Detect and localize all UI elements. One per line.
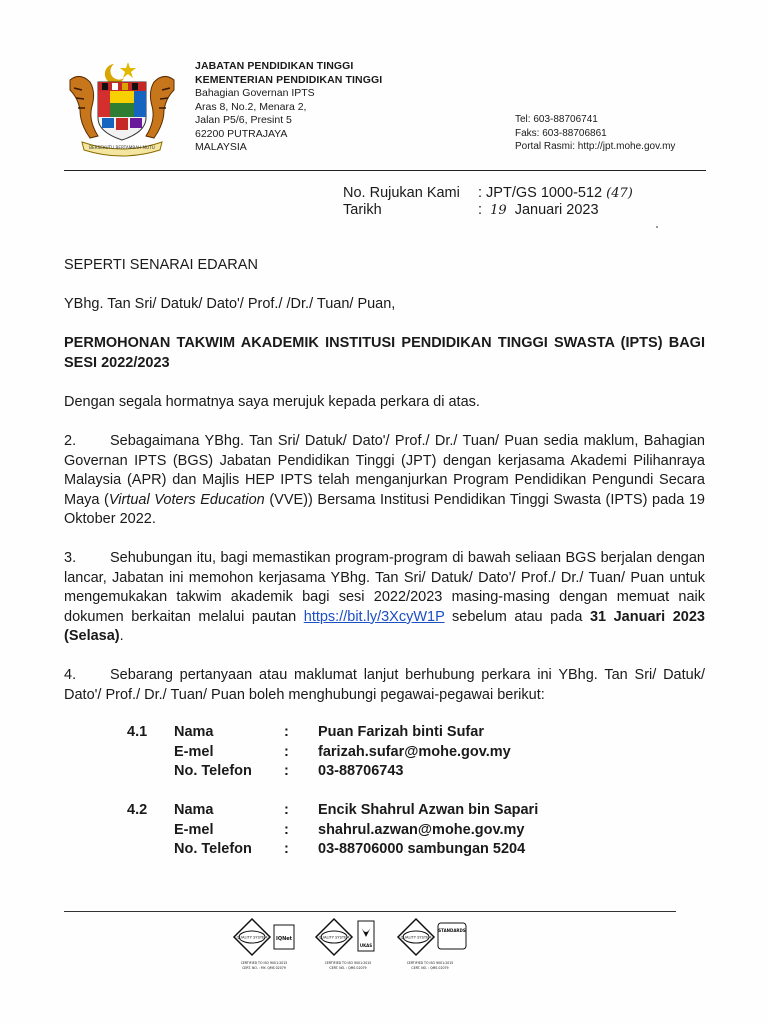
paragraph-2	[64, 432, 705, 530]
subject-text: PERMOHONAN TAKWIM AKADEMIK INSTITUSI PENDIDIKAN TINGGI SWASTA (IPTS) BAGI SESI 2022/2023	[64, 335, 705, 371]
salutation	[64, 295, 705, 315]
ref-label: No. Rujukan Kami	[343, 185, 460, 201]
address-line-1: Aras 8, No.2, Menara 2,	[195, 100, 307, 113]
iso-certification-badges	[230, 917, 470, 979]
contact-phone: 03-88706000 sambungan 5204	[318, 841, 526, 858]
contact-name: Encik Shahrul Azwan bin Sapari	[318, 802, 539, 818]
p3-deadline: 31 Januari 2023 (Selasa)	[64, 608, 705, 645]
portal-url[interactable]: Portal Rasmi: http://jpt.mohe.gov.my	[515, 141, 676, 152]
email-label: E-mel	[174, 821, 214, 838]
colon: :	[284, 821, 289, 838]
name-label: Nama	[174, 724, 214, 740]
badge-quality-2: QUALITY SYSTEM	[318, 935, 350, 940]
date-colon: :	[478, 202, 483, 218]
ref-value: : JPT/GS 1000-512	[478, 185, 603, 201]
salutation-text: YBhg. Tan Sri/ Datuk/ Dato'/ Prof./ /Dr./ Tuan/ Puan,	[64, 296, 396, 312]
contact-number: 4.1	[127, 724, 148, 740]
address-line-3: 62200 PUTRAJAYA	[195, 127, 288, 140]
dept-name: JABATAN PENDIDIKAN TINGGI	[195, 60, 354, 72]
ministry-name: KEMENTERIAN PENDIDIKAN TINGGI	[195, 73, 383, 86]
badge-ukas: UKAS	[359, 943, 373, 948]
p3-end: .	[119, 628, 124, 645]
p2-text-b: (VVE)) Bersama Institusi Pendidikan Tinggi Swasta (IPTS) pada 19 Oktober 2022.	[64, 491, 705, 528]
badge-iqnet: IQNet	[275, 936, 293, 942]
colon: :	[284, 841, 289, 858]
name-label: Nama	[174, 802, 214, 818]
date-handwritten: 19	[490, 203, 507, 218]
svg-text:BERSEKUTU BERTAMBAH MUTU: BERSEKUTU BERTAMBAH MUTU	[89, 145, 155, 150]
letterhead-contact	[515, 113, 675, 154]
contact-block-2	[127, 801, 538, 860]
badge-quality-1: QUALITY SYSTEM	[236, 935, 268, 940]
badge-standards: STANDARDS	[438, 928, 466, 933]
contact-block-1	[127, 723, 511, 782]
paragraph-3	[64, 549, 705, 647]
badge-quality-3: QUALITY SYSTEM	[400, 935, 432, 940]
address-line-4: MALAYSIA	[195, 141, 247, 153]
paragraph-number: 3.	[64, 550, 77, 566]
cert-2-no: CERT. NO. : QMS 02079	[329, 966, 367, 970]
p2-text-a: Sebagaimana YBhg. Tan Sri/ Datuk/ Dato'/ Prof./ Dr./ Tuan/ Puan sedia maklum, Bahagian Governan IPTS (BGS) Jabatan Pendidikan Tinggi (JPT) dengan kerjasama Akademi Pilihanraya Malaysia (APR) dan Majlis HEP IPTS telah menganjurkan Program Pendidikan Pengundi Secara Maya (	[64, 433, 705, 508]
contact-email[interactable]: farizah.sufar@mohe.gov.my	[318, 743, 511, 760]
recipient	[64, 256, 705, 276]
date-rest: Januari 2023	[514, 202, 599, 218]
paragraph-number: 2.	[64, 433, 77, 449]
contact-name: Puan Farizah binti Sufar	[318, 724, 484, 740]
paragraph-number: 4.	[64, 667, 77, 683]
opening-paragraph	[64, 393, 705, 413]
recipient-text: SEPERTI SENARAI EDARAN	[64, 257, 258, 273]
cert-1: CERTIFIED TO ISO 9001:2015	[240, 961, 288, 965]
email-label: E-mel	[174, 743, 214, 760]
fax-number: Faks: 603-88706861	[515, 127, 607, 139]
cert-3-no: CERT. NO. : QMS 02079	[411, 966, 449, 970]
phone-label: No. Telefon	[174, 841, 252, 858]
scan-speck	[656, 226, 658, 228]
phone-label: No. Telefon	[174, 763, 252, 780]
opening-text: Dengan segala hormatnya saya merujuk kepada perkara di atas.	[64, 394, 480, 410]
header-divider	[64, 170, 706, 171]
contact-number: 4.2	[127, 802, 148, 818]
cert-1-no: CERT. NO. : MY- QMS 02079	[242, 966, 286, 970]
p4-text: Sebarang pertanyaan atau maklumat lanjut berhubung perkara ini YBhg. Tan Sri/ Datuk/ Dato'/ Prof./ Dr./ Tuan/ Puan boleh menghubungi pegawai-pegawai berikut:	[64, 667, 705, 703]
colon: :	[284, 802, 289, 818]
paragraph-4	[64, 666, 705, 705]
footer-divider	[64, 911, 676, 912]
contact-email[interactable]: shahrul.azwan@mohe.gov.my	[318, 821, 525, 838]
cert-2: CERTIFIED TO ISO 9001:2015	[324, 961, 372, 965]
date-label: Tarikh	[343, 202, 382, 218]
ref-handwritten: (47)	[606, 186, 633, 201]
colon: :	[284, 763, 289, 780]
p3-text-b: sebelum atau pada	[444, 608, 590, 625]
reference-block	[343, 185, 633, 219]
tel-number: Tel: 603-88706741	[515, 114, 598, 125]
address-line-2: Jalan P5/6, Presint 5	[195, 114, 292, 126]
p3-text-a: Sehubungan itu, bagi memastikan program-program di bawah seliaan BGS berjalan dengan lancar, Jabatan ini memohon kerjasama YBhg. Tan Sri/ Datuk/ Dato'/ Prof./ Dr./ Tuan/ Puan untuk mengemukakan takwim akademik bagi sesi 2022/2023 masing-masing dengan memuat naik dokumen berkaitan melalui pautan	[64, 550, 705, 625]
cert-3: CERTIFIED TO ISO 9001:2015	[406, 961, 454, 965]
letterhead-org	[195, 60, 382, 155]
subject	[64, 334, 705, 373]
division-name: Bahagian Governan IPTS	[195, 87, 315, 99]
contact-phone: 03-88706743	[318, 763, 404, 780]
upload-link[interactable]: https://bit.ly/3XcyW1P	[303, 608, 445, 625]
p2-italic: Virtual Voters Education	[108, 491, 265, 508]
colon: :	[284, 724, 289, 740]
colon: :	[284, 743, 289, 760]
coat-of-arms-crest	[62, 58, 182, 158]
